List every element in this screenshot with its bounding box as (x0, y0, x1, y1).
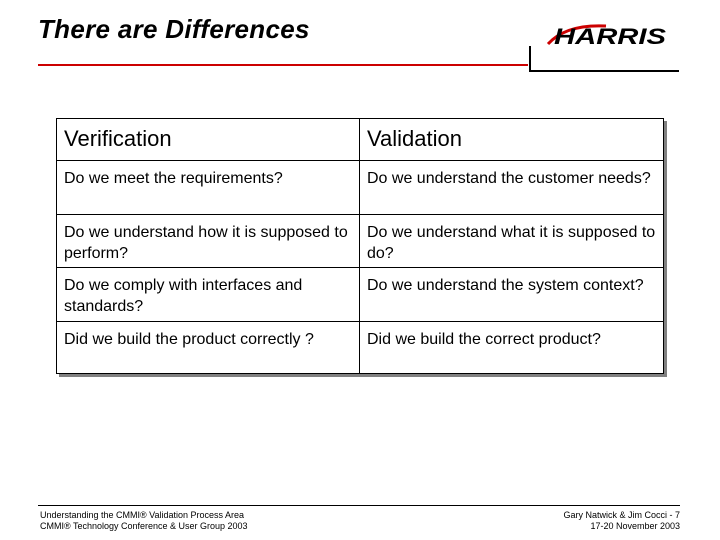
slide-title: There are Differences (38, 14, 310, 44)
footer-authors-page: Gary Natwick & Jim Cocci - 7 (563, 510, 680, 520)
footer-presentation-title: Understanding the CMMI® Validation Process Area (40, 510, 245, 520)
footer-conference-name: CMMI® Technology Conference & User Group 2003 (40, 521, 248, 531)
verification-cell-4: Did we build the product correctly ? (57, 322, 360, 373)
comparison-table (56, 118, 664, 374)
harris-logo-text: HARRIS (554, 24, 667, 49)
comparison-grid (57, 119, 663, 373)
title-underline (38, 64, 528, 66)
title-rule-divider (529, 46, 531, 72)
title-rule-right (529, 70, 679, 72)
validation-cell-1: Do we understand the customer needs? (360, 161, 663, 215)
verification-cell-3: Do we comply with interfaces and standards? (57, 268, 360, 322)
header-validation: Validation (360, 119, 663, 161)
footer-date: 17-20 November 2003 (590, 521, 680, 531)
verification-cell-2: Do we understand how it is supposed to perform? (57, 215, 360, 268)
verification-cell-1: Do we meet the requirements? (57, 161, 360, 215)
footer-right (563, 510, 680, 532)
validation-cell-4: Did we build the correct product? (367, 331, 601, 348)
footer-rule (38, 505, 680, 506)
footer-left (40, 510, 248, 532)
validation-cell-3: Do we understand the system context? (360, 268, 663, 322)
validation-cell-2: Do we understand what it is supposed to do? (360, 215, 663, 268)
harris-logo (546, 22, 668, 50)
header-verification: Verification (57, 119, 360, 161)
